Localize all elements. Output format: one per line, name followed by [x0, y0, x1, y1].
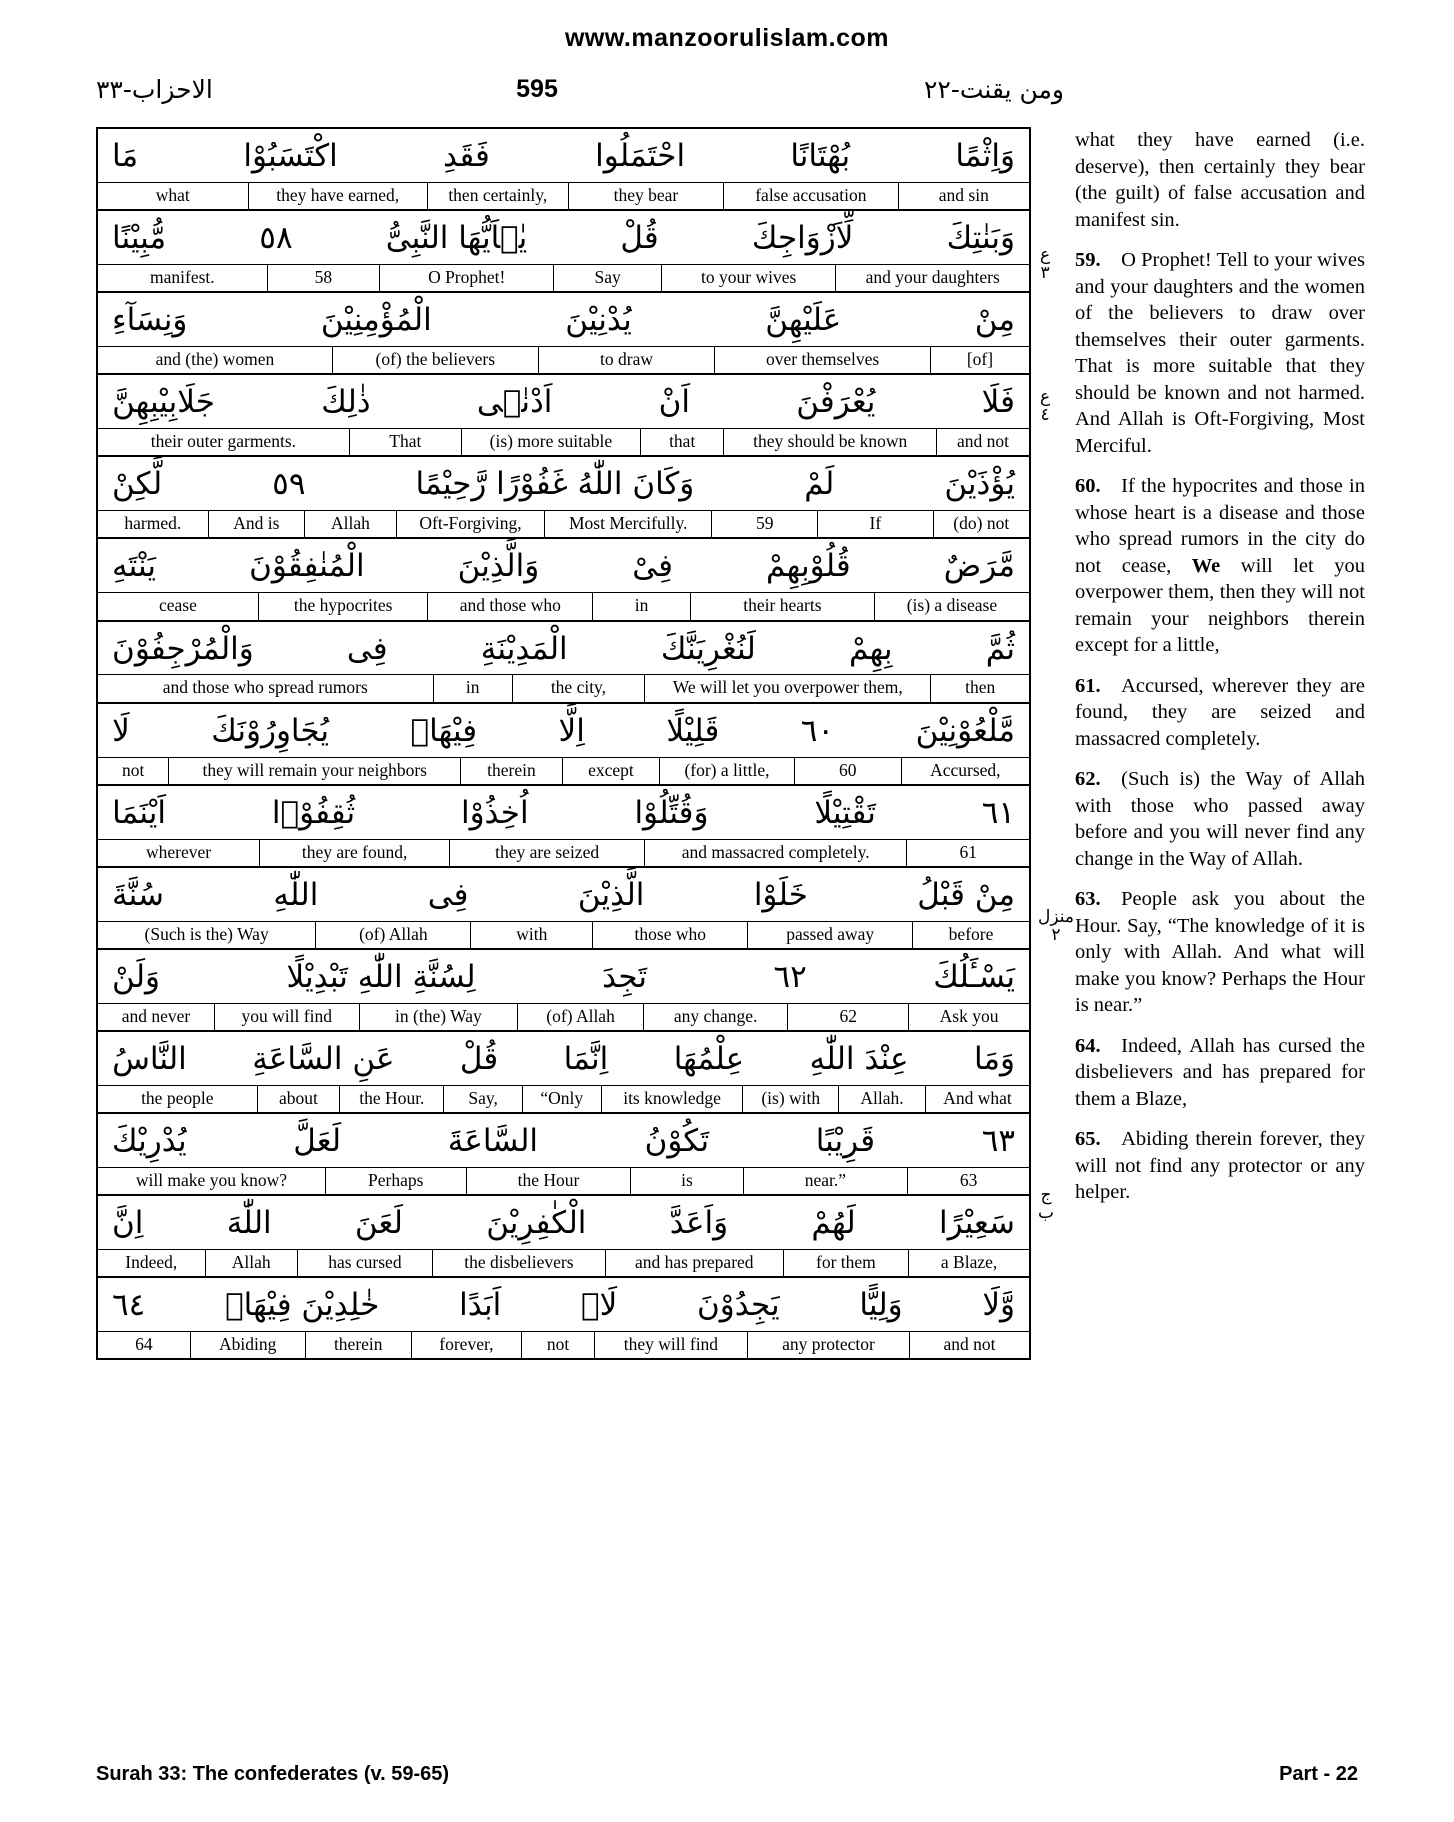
arabic-line — [98, 457, 1029, 510]
word-gloss-cell: the Hour — [466, 1168, 631, 1194]
arabic-word: فِى — [427, 876, 469, 913]
emphasis-word: We — [1191, 554, 1221, 577]
word-gloss-cell: and (the) women — [155, 349, 275, 370]
arabic-word: اَدْنٰۤى — [476, 384, 553, 421]
surah-name-arabic: الاحزاب-٣٣ — [96, 75, 213, 104]
translation-verse — [1075, 247, 1365, 459]
word-gloss-cell: and has prepared — [605, 1250, 783, 1276]
arabic-word: جَلَابِيْبِهِنَّ — [112, 384, 215, 421]
word-gloss-cell: their hearts — [690, 593, 874, 619]
arabic-line — [98, 868, 1029, 921]
word-gloss-cell: (is) more suitable — [461, 429, 640, 455]
translation-text: Indeed, Allah has cursed the disbelievers and has prepared for them a Blaze, — [1075, 1034, 1365, 1110]
word-gloss-cell: therein — [305, 1332, 411, 1358]
word-gloss-row — [98, 921, 1029, 948]
arabic-word: خَلَوْا — [753, 876, 808, 913]
word-gloss-cell: over themselves — [714, 347, 929, 373]
arabic-line — [98, 950, 1029, 1003]
word-gloss-cell: And is — [208, 511, 304, 537]
word-gloss-cell: the hypocrites — [258, 593, 428, 619]
word-gloss-cell: will make you know? — [135, 1169, 287, 1190]
arabic-word: سَعِيْرًا — [938, 1205, 1015, 1242]
ayah-line-block — [98, 293, 1029, 375]
arabic-word: يَسْـَٔلُكَ — [933, 958, 1015, 995]
word-gloss-cell: Most Mercifully. — [544, 511, 711, 537]
ayah-line-block — [98, 1114, 1029, 1196]
ayah-line-block — [98, 1278, 1029, 1358]
word-gloss-cell: 64 — [135, 1334, 153, 1355]
word-gloss-cell: and not — [909, 1332, 1029, 1358]
word-gloss-row — [98, 1003, 1029, 1030]
arabic-word: لَّكِنْ — [112, 466, 163, 503]
word-gloss-row — [98, 1085, 1029, 1112]
word-gloss-cell: If — [817, 511, 932, 537]
arabic-word: اَنْ — [658, 384, 691, 421]
ayah-line-block — [98, 786, 1029, 868]
arabic-word: عَلَيْهِنَّ — [765, 302, 842, 339]
arabic-word: فَلَا — [981, 384, 1015, 421]
word-gloss-cell: cease — [159, 595, 197, 616]
margin-mark: ع ٤ — [1040, 387, 1051, 425]
verse-number: 62. — [1075, 768, 1101, 790]
word-gloss-cell: with — [470, 922, 592, 948]
arabic-line — [98, 786, 1029, 839]
arabic-word: مَّرَضٌ — [943, 548, 1015, 585]
ayah-line-block — [98, 129, 1029, 211]
word-gloss-cell: not — [521, 1332, 594, 1358]
word-gloss-cell: false accusation — [723, 183, 897, 209]
translation-text: Abiding therein forever, they will not find any protector or any helper. — [1075, 1128, 1365, 1203]
arabic-line — [98, 622, 1029, 675]
word-gloss-row — [98, 674, 1029, 701]
word-gloss-cell: that — [640, 429, 723, 455]
arabic-word: سُنَّةَ — [112, 876, 164, 913]
arabic-word: وَالَّذِيْنَ — [457, 548, 540, 585]
word-gloss-cell: those who — [592, 922, 747, 948]
footer-surah-label: Surah 33: The confederates (v. 59-65) — [96, 1763, 450, 1785]
arabic-word: لَمْ — [804, 466, 835, 503]
word-gloss-cell: in (the) Way — [359, 1004, 518, 1030]
arabic-word: قُلْ — [620, 220, 659, 257]
ayah-line-block — [98, 539, 1029, 621]
word-gloss-cell: Oft-Forgiving, — [396, 511, 544, 537]
translation-column — [1075, 127, 1365, 1220]
word-gloss-cell: they are seized — [449, 840, 644, 866]
ayah-line-block — [98, 950, 1029, 1032]
word-gloss-row — [98, 839, 1029, 866]
ayah-line-block — [98, 622, 1029, 704]
ayah-line-block — [98, 1032, 1029, 1114]
word-gloss-cell: and sin — [898, 183, 1029, 209]
word-gloss-row — [98, 182, 1029, 209]
word-gloss-cell: passed away — [747, 922, 912, 948]
arabic-word: اُخِذُوْا — [460, 794, 529, 831]
translation-verse — [1075, 473, 1365, 659]
word-gloss-cell: for them — [783, 1250, 909, 1276]
word-gloss-cell: Allah — [304, 511, 396, 537]
arabic-word: بُهْتَانًا — [790, 138, 851, 174]
arabic-line — [98, 1196, 1029, 1249]
word-gloss-cell: (Such is the) Way — [144, 923, 269, 944]
word-gloss-cell: and your daughters — [835, 265, 1029, 291]
word-gloss-cell: (do) not — [933, 511, 1029, 537]
word-gloss-cell: and not — [936, 429, 1029, 455]
word-gloss-cell: they bear — [568, 183, 723, 209]
word-gloss-cell: has cursed — [297, 1250, 432, 1276]
word-gloss-cell: they should be known — [723, 429, 936, 455]
word-gloss-cell: in — [433, 675, 512, 701]
margin-mark: منزل ٢ — [1038, 907, 1074, 945]
word-gloss-row — [98, 346, 1029, 373]
footer-part-label: Part - 22 — [1279, 1763, 1358, 1785]
ayah-line-block — [98, 704, 1029, 786]
arabic-word: اللّٰهَ — [226, 1205, 272, 1242]
word-gloss-cell: 59 — [711, 511, 817, 537]
verse-number: 63. — [1075, 888, 1101, 910]
arabic-word: الْمُنٰفِقُوْنَ — [249, 548, 365, 585]
word-gloss-cell: about — [257, 1086, 340, 1112]
word-gloss-cell: Accursed, — [901, 758, 1029, 784]
word-gloss-cell: Indeed, — [125, 1252, 178, 1273]
arabic-word: فَقَدِ — [443, 138, 490, 174]
arabic-word: اِنَّ — [112, 1205, 144, 1242]
site-url: www.manzoorulislam.com — [564, 24, 890, 52]
word-gloss-cell: wherever — [145, 841, 212, 862]
word-gloss-cell: its knowledge — [601, 1086, 743, 1112]
word-gloss-row — [98, 1249, 1029, 1276]
arabic-word: وَقُتِّلُوْا — [634, 794, 709, 831]
translation-verse — [1075, 1033, 1365, 1113]
word-gloss-cell: before — [912, 922, 1029, 948]
arabic-word: وَمَا — [973, 1041, 1015, 1078]
ayah-line-block — [98, 868, 1029, 950]
arabic-line — [98, 375, 1029, 428]
word-gloss-cell: harmed. — [124, 513, 182, 534]
word-gloss-cell: O Prophet! — [379, 265, 553, 291]
arabic-word: يُجَاوِرُوْنَكَ — [211, 712, 330, 749]
verse-number: 60. — [1075, 475, 1101, 497]
arabic-word: ٥٩ — [272, 466, 306, 503]
verse-number: 61. — [1075, 674, 1101, 697]
arabic-word: السَّاعَةَ — [447, 1123, 539, 1160]
arabic-word: وَنِسَآءِ — [112, 302, 188, 339]
word-gloss-cell: they have earned, — [248, 183, 427, 209]
word-gloss-cell: 60 — [794, 758, 901, 784]
arabic-word: الْكٰفِرِيْنَ — [486, 1205, 587, 1242]
quran-text-column — [96, 127, 1031, 1360]
arabic-word: ثُقِفُوْۤا — [271, 794, 356, 831]
arabic-word: لِّاَزْوَاجِكَ — [751, 220, 854, 257]
word-gloss-row — [98, 592, 1029, 619]
word-gloss-cell: you will find — [214, 1004, 359, 1030]
arabic-word: اِنَّمَا — [563, 1041, 609, 1078]
word-gloss-cell: 62 — [787, 1004, 908, 1030]
translation-text: (Such is) the Way of Allah with those who passed away before and you will never find any change in the Way of Allah. — [1075, 768, 1365, 870]
word-gloss-cell: in — [592, 593, 690, 619]
arabic-word: الْمُؤْمِنِيْنَ — [320, 302, 432, 339]
word-gloss-cell: and never — [121, 1005, 191, 1026]
arabic-word: مَا — [112, 138, 139, 174]
word-gloss-cell: (of) Allah — [315, 922, 470, 948]
arabic-word: الَّذِيْنَ — [577, 876, 645, 913]
word-gloss-row — [98, 1167, 1029, 1194]
word-gloss-cell: what — [155, 184, 190, 205]
arabic-line — [98, 539, 1029, 592]
arabic-word: الْمَدِيْنَةِ — [480, 630, 568, 667]
word-gloss-row — [98, 1331, 1029, 1358]
arabic-word: لَا — [112, 712, 130, 749]
word-gloss-cell: to your wives — [661, 265, 835, 291]
arabic-word: فِى — [346, 630, 388, 667]
arabic-word: مِنْ قَبْلُ — [917, 876, 1015, 913]
arabic-word: ٦٠ — [800, 712, 835, 749]
ayah-line-block — [98, 1196, 1029, 1278]
word-gloss-cell: Ask you — [908, 1004, 1029, 1030]
arabic-word: يُعْرَفْنَ — [796, 384, 876, 421]
arabic-line — [98, 129, 1029, 182]
translation-text: Accursed, wherever they are found, they are seized and massacred completely. — [1075, 674, 1365, 750]
word-gloss-cell: (for) a little, — [659, 758, 794, 784]
arabic-word: وَلَنْ — [112, 958, 161, 995]
word-gloss-cell: therein — [460, 758, 562, 784]
arabic-word: لِسُنَّةِ اللّٰهِ تَبْدِيْلًا — [286, 958, 476, 995]
word-gloss-cell: a Blaze, — [908, 1250, 1029, 1276]
arabic-line — [98, 1114, 1029, 1167]
arabic-word: مَّلْعُوْنِيْنَ — [915, 712, 1015, 749]
translation-verse — [1075, 886, 1365, 1019]
word-gloss-cell: [of] — [930, 347, 1029, 373]
arabic-word: لَاۤ — [580, 1287, 618, 1324]
word-gloss-cell: 61 — [906, 840, 1029, 866]
word-gloss-row — [98, 510, 1029, 537]
arabic-word: ٦٣ — [981, 1123, 1015, 1160]
word-gloss-cell: And what — [925, 1086, 1029, 1112]
word-gloss-cell: the Hour. — [339, 1086, 443, 1112]
arabic-word: اكْتَسَبُوْا — [243, 138, 338, 174]
arabic-word: اَيْنَمَا — [112, 794, 167, 831]
arabic-word: يٰۤاَيُّهَا النَّبِىُّ — [385, 220, 528, 257]
verse-number: 64. — [1075, 1034, 1101, 1057]
word-gloss-cell: forever, — [411, 1332, 522, 1358]
word-gloss-cell: then — [930, 675, 1029, 701]
translation-verse — [1075, 766, 1365, 872]
arabic-word: اللّٰهِ — [273, 876, 319, 913]
word-gloss-cell: any change. — [643, 1004, 788, 1030]
word-gloss-row — [98, 264, 1029, 291]
word-gloss-cell: (of) the believers — [332, 347, 538, 373]
word-gloss-cell: they will remain your neighbors — [168, 758, 460, 784]
arabic-line — [98, 211, 1029, 264]
arabic-word: وَبَنٰتِكَ — [946, 220, 1015, 257]
arabic-word: ثُمَّ — [985, 630, 1015, 667]
word-gloss-cell: then certainly, — [427, 183, 568, 209]
word-gloss-cell: Abiding — [190, 1332, 305, 1358]
word-gloss-cell: to draw — [538, 347, 715, 373]
arabic-word: ٥٨ — [259, 220, 293, 257]
page-header — [0, 75, 1454, 121]
arabic-word: يُدْرِيْكَ — [112, 1123, 187, 1160]
word-gloss-cell: and those who — [427, 593, 592, 619]
arabic-word: لَعَلَّ — [293, 1123, 342, 1160]
word-gloss-cell: manifest. — [150, 266, 215, 287]
word-gloss-cell: Allah. — [838, 1086, 925, 1112]
word-gloss-cell: That — [349, 429, 461, 455]
arabic-word: ذٰلِكَ — [321, 384, 371, 421]
arabic-word: عِنْدَ اللّٰهِ — [809, 1041, 909, 1078]
arabic-word: وَاِثْمًا — [955, 138, 1015, 174]
translation-verse — [1075, 673, 1365, 753]
verse-number: 65. — [1075, 1128, 1101, 1150]
arabic-word: قُلُوْبِهِمْ — [766, 548, 851, 585]
arabic-word: خٰلِدِيْنَ فِيْهَاۤ — [225, 1287, 380, 1324]
translation-verse — [1075, 1126, 1365, 1206]
ayah-line-block — [98, 211, 1029, 293]
arabic-word: تَقْتِيْلًا — [814, 794, 876, 831]
arabic-word: لَهُمْ — [811, 1205, 856, 1242]
arabic-word: احْتَمَلُوا — [595, 138, 686, 174]
word-gloss-row — [98, 757, 1029, 784]
arabic-word: وَاَعَدَّ — [669, 1205, 729, 1242]
word-gloss-cell: not — [122, 759, 145, 780]
arabic-line — [98, 704, 1029, 757]
word-gloss-cell: they are found, — [259, 840, 449, 866]
word-gloss-cell: Say — [553, 265, 660, 291]
arabic-word: مُّبِيْنًا — [112, 220, 167, 257]
ayah-line-block — [98, 375, 1029, 457]
page-footer — [96, 1763, 1358, 1786]
arabic-word: ٦٢ — [773, 958, 807, 995]
translation-text: People ask you about the Hour. Say, “The knowledge of it is only with Allah. And what will make you know? Perhaps the Hour is near.” — [1075, 888, 1365, 1016]
page-number: 595 — [516, 75, 558, 103]
arabic-word: النَّاسُ — [112, 1041, 187, 1078]
word-gloss-cell: 63 — [907, 1168, 1029, 1194]
arabic-word: تَكُوْنُ — [644, 1123, 710, 1160]
word-gloss-cell: and massacred completely. — [644, 840, 906, 866]
arabic-word: اَبَدًا — [459, 1287, 502, 1324]
arabic-word: اِلَّا — [558, 712, 585, 749]
arabic-word: قَرِيْبًا — [815, 1123, 876, 1160]
arabic-word: قَلِيْلًا — [666, 712, 720, 749]
juz-name-arabic: ومن يقنت-٢٢ — [923, 75, 1064, 104]
word-gloss-cell: the people — [141, 1087, 214, 1108]
arabic-word: فِيْهَاۤ — [410, 712, 478, 749]
arabic-word: وَلِيًّا — [859, 1287, 903, 1324]
word-gloss-cell: “Only — [522, 1086, 601, 1112]
arabic-word: يُؤْذَيْنَ — [944, 466, 1015, 503]
word-gloss-cell: any protector — [747, 1332, 909, 1358]
arabic-word: قُلْ — [459, 1041, 499, 1078]
word-gloss-cell: 58 — [267, 265, 379, 291]
arabic-word: بِهِمْ — [848, 630, 893, 667]
arabic-word: مِنْ — [974, 302, 1015, 339]
arabic-word: يَنْتَهِ — [112, 548, 156, 585]
word-gloss-cell: (of) Allah — [517, 1004, 643, 1030]
arabic-word: يُدْنِيْنَ — [565, 302, 632, 339]
arabic-word: عَنِ السَّاعَةِ — [252, 1041, 395, 1078]
arabic-word: وَالْمُرْجِفُوْنَ — [112, 630, 254, 667]
word-gloss-cell: except — [562, 758, 659, 784]
arabic-line — [98, 293, 1029, 346]
arabic-word: وَّلَا — [982, 1287, 1015, 1324]
arabic-word: يَجِدُوْنَ — [697, 1287, 780, 1324]
word-gloss-cell: their outer garments. — [150, 431, 297, 452]
word-gloss-cell: they will find — [594, 1332, 747, 1358]
arabic-word: عِلْمُهَا — [673, 1041, 745, 1078]
word-gloss-cell: near.” — [743, 1168, 908, 1194]
arabic-word: وَكَانَ اللّٰهُ غَفُوْرًا رَّحِيْمًا — [415, 466, 695, 503]
margin-mark: ج ب — [1038, 1185, 1055, 1223]
arabic-word: ٦١ — [981, 794, 1015, 831]
word-gloss-cell: and those who spread rumors — [162, 677, 368, 698]
margin-mark: ع ٣ — [1040, 245, 1051, 283]
word-gloss-cell: (is) a disease — [874, 593, 1029, 619]
word-gloss-row — [98, 428, 1029, 455]
arabic-word: ٦٤ — [112, 1287, 146, 1324]
word-gloss-cell: (is) with — [742, 1086, 838, 1112]
word-gloss-cell: Allah — [205, 1250, 297, 1276]
arabic-word: تَجِدَ — [602, 958, 647, 995]
arabic-word: فِىْ — [632, 548, 673, 585]
translation-text: If the hypocrites and those in whose heart is a disease and those who spread rumors in the city do not cease, We will let you overpower them, then they will not remain your neighbors therein except for a little, — [1075, 475, 1365, 656]
word-gloss-cell: Say, — [443, 1086, 522, 1112]
verse-number: 59. — [1075, 249, 1101, 271]
word-gloss-cell: is — [630, 1168, 742, 1194]
translation-text: O Prophet! Tell to your wives and your daughters and the women of the believers to draw over themselves their outer garments. That is more suitable that they should be known and not harmed. And Allah is Oft-Forgiving, Most Merciful. — [1075, 249, 1365, 457]
word-gloss-cell: We will let you overpower them, — [644, 675, 930, 701]
translation-verse — [1075, 127, 1365, 233]
arabic-word: لَنُغْرِيَنَّكَ — [660, 630, 756, 667]
translation-text: what they have earned (i.e. deserve), then certainly they bear (the guilt) of false accusation and manifest sin. — [1075, 129, 1365, 231]
word-gloss-cell: the city, — [512, 675, 644, 701]
arabic-word: لَعَنَ — [354, 1205, 403, 1242]
word-gloss-cell: the disbelievers — [432, 1250, 605, 1276]
word-gloss-cell: Perhaps — [325, 1168, 466, 1194]
ayah-line-block — [98, 457, 1029, 539]
arabic-line — [98, 1278, 1029, 1331]
arabic-line — [98, 1032, 1029, 1085]
